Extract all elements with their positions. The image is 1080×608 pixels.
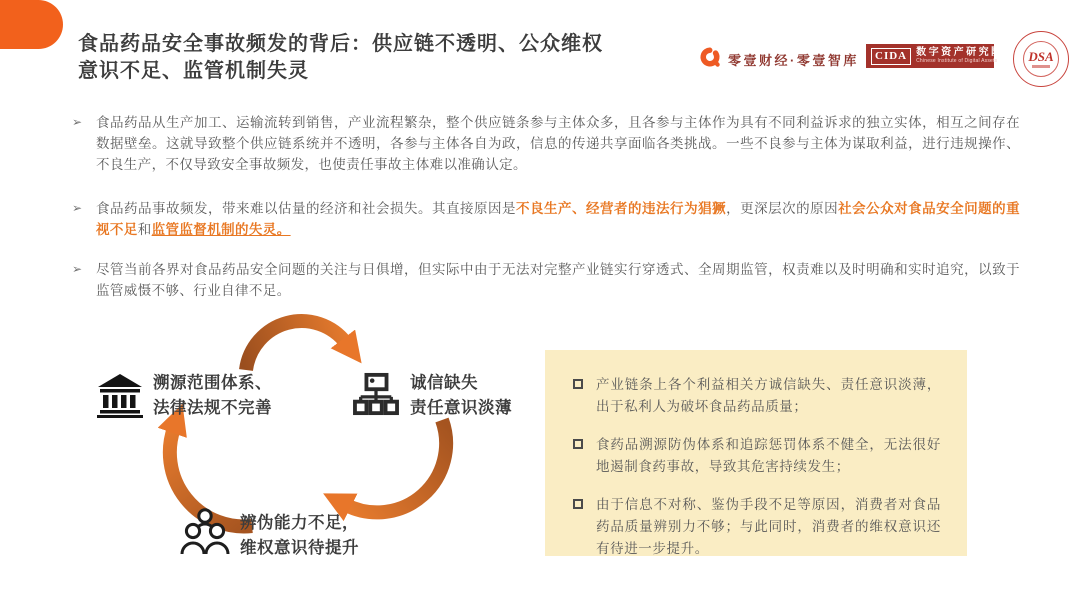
lingyi-ring-icon bbox=[699, 46, 721, 73]
dsa-seal-subtext-bar bbox=[1032, 65, 1050, 68]
callout-item-traceability: 食药品溯源防伪体系和追踪惩罚体系不健全，无法很好地遏制食药事故，导致其危害持续发生； bbox=[573, 434, 941, 478]
arrow-bullet-icon: ➢ bbox=[72, 201, 83, 215]
highlight-public-awareness: 社会公众对食品安全问题的重视不足 bbox=[96, 201, 1021, 237]
cida-name-en: Chinese Institute of Digital Assets bbox=[916, 58, 998, 64]
title-accent-pill bbox=[0, 0, 63, 49]
square-bullet-icon bbox=[573, 439, 583, 449]
node-integrity: 诚信缺失 责任意识淡薄 bbox=[410, 374, 512, 417]
highlight-illegal-behavior: 不良生产、经营者的违法行为猖獗 bbox=[516, 201, 727, 216]
dsa-seal-text: DSA bbox=[1028, 49, 1054, 64]
highlight-regulation-failure: 监管监督机制的失灵。 bbox=[151, 222, 291, 237]
cida-name-cn: 数字资产研究院 bbox=[916, 47, 1004, 58]
lingyi-logo-text: 零壹财经·零壹智库 bbox=[728, 53, 859, 68]
org-chart-icon bbox=[352, 372, 400, 421]
callout-item-consumer: 由于信息不对称、鉴伪手段不足等原因，消费者对食品药品质量辨别力不够；与此同时，消费者的维权意识还有待进一步提升。 bbox=[573, 494, 941, 560]
bullet-paragraph-text: 食品药品事故频发，带来难以估量的经济和社会损失。其直接原因是不良生产、经营者的违法行为猖獗，更深层次的原因社会公众对食品安全问题的重视不足和监管监督机制的失灵。 bbox=[96, 201, 1021, 237]
bank-icon bbox=[96, 372, 144, 423]
page-title-line1: 食品药品安全事故频发的背后：供应链不透明、公众维权 bbox=[78, 33, 603, 55]
arrow-bullet-icon: ➢ bbox=[72, 262, 83, 276]
square-bullet-icon bbox=[573, 379, 583, 389]
page-title bbox=[78, 31, 698, 85]
cida-acronym: CIDA bbox=[871, 48, 911, 65]
cycle-arrow-right bbox=[346, 420, 446, 512]
bullet-paragraph-supply-chain bbox=[72, 112, 1020, 175]
people-icon bbox=[178, 506, 232, 563]
lingyi-logo bbox=[699, 46, 859, 73]
bullet-paragraph-text: 尽管当前各界对食品药品安全问题的关注与日俱增，但实际中由于无法对完整产业链实行穿透式、全周期监管，权责难以及时明确和实时追究，以致于监管威慑不够、行业自律不足。 bbox=[96, 262, 1020, 298]
page-title-line2: 意识不足、监管机制失灵 bbox=[78, 60, 309, 82]
cida-logo bbox=[866, 44, 1004, 68]
bullet-paragraph-text: 食品药品从生产加工、运输流转到销售，产业流程繁杂，整个供应链条参与主体众多，且各参与主体作为具有不同利益诉求的独立实体，相互之间存在数据壁垒。这就导致整个供应链系统并不透明，各参与主体各自为政，信息的传递共享面临各类挑战。一些不良参与主体为谋取利益，进行违规操作、不良生产，不仅导致安全事故频发，也使责任事故主体难以准确认定。 bbox=[96, 115, 1020, 172]
node-consumer-awareness: 辨伪能力不足， 维权意识待提升 bbox=[240, 514, 359, 557]
node-traceability: 溯源范围体系、 法律法规不完善 bbox=[153, 374, 272, 417]
cycle-arrow-top bbox=[246, 321, 346, 370]
callout-item-integrity: 产业链条上各个利益相关方诚信缺失、责任意识淡薄，出于私利人为破坏食品药品质量； bbox=[573, 374, 941, 418]
summary-callout-box bbox=[545, 350, 967, 556]
square-bullet-icon bbox=[573, 499, 583, 509]
bullet-paragraph-causes bbox=[72, 198, 1020, 240]
arrow-bullet-icon: ➢ bbox=[72, 115, 83, 129]
body-paragraphs bbox=[72, 112, 1020, 301]
dsa-seal-inner-ring bbox=[1023, 41, 1059, 77]
dsa-seal-logo bbox=[1013, 31, 1069, 87]
